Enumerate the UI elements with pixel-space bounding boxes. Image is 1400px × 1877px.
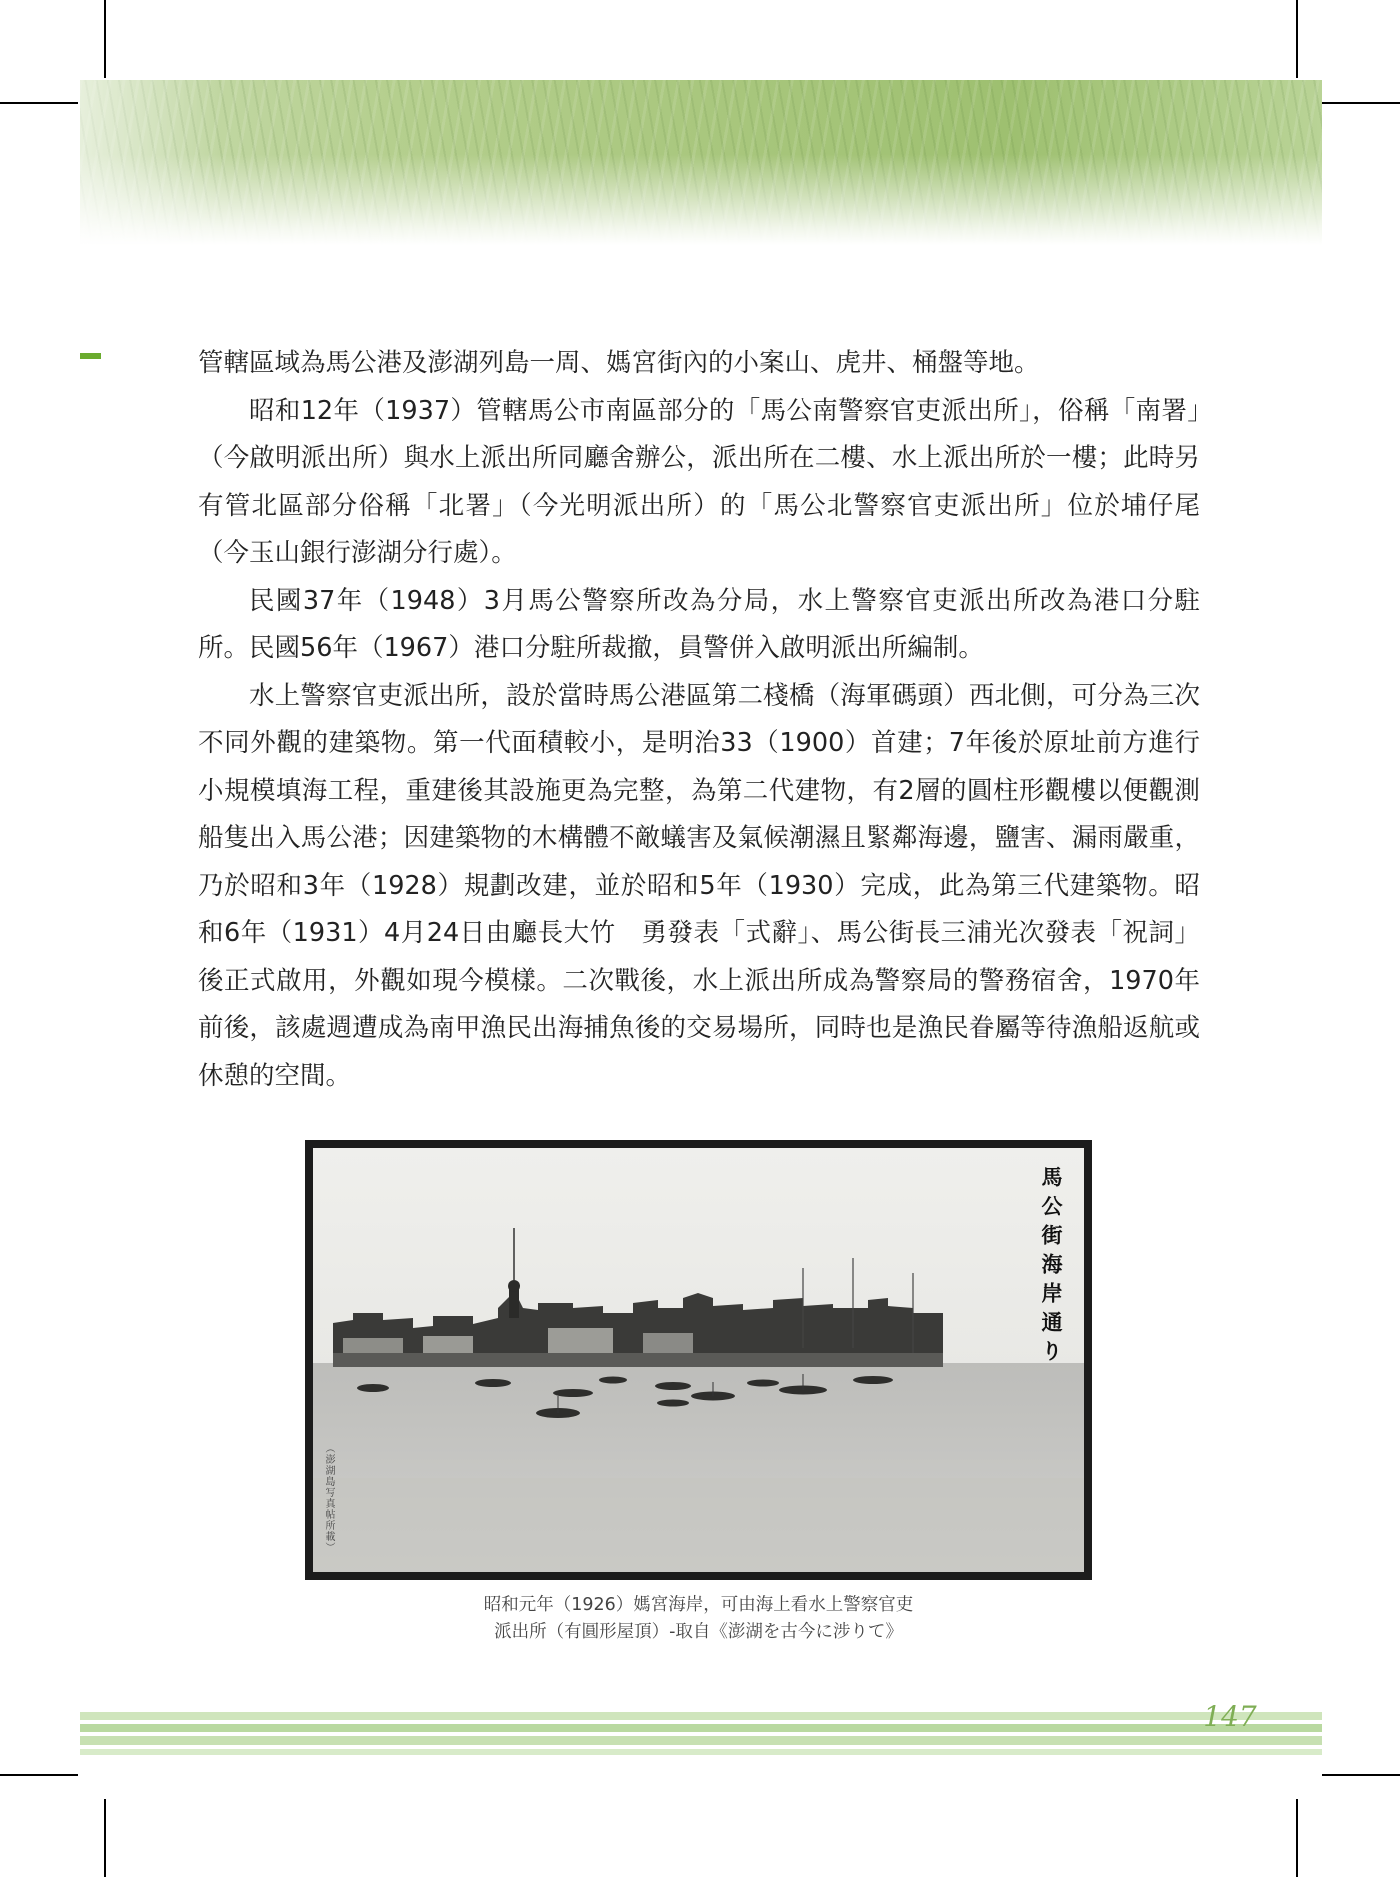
caption-line-1: 昭和元年（1926）媽宮海岸，可由海上看水上警察官吏 <box>483 1595 914 1615</box>
footer-stripe-3 <box>80 1736 1322 1745</box>
caption-line-2: 派出所（有圓形屋頂）-取自《澎湖を古今に涉りて》 <box>494 1622 903 1642</box>
header-grass-banner <box>80 80 1322 245</box>
paragraph-2: 昭和12年（1937）管轄馬公市南區部分的「馬公南警察官吏派出所」，俗稱「南署」（今啟明派出所）與水上派出所同廳舍辦公，派出所在二樓、水上派出所於一樓；此時另有管北區部分俗稱「北署」（今光明派出所）的「馬公北警察官吏派出所」位於埔仔尾（今玉山銀行澎湖分行處）。 <box>198 395 1200 568</box>
header-banner-fade <box>80 80 220 245</box>
crop-mark-top-right <box>1296 0 1298 78</box>
paragraph-4: 水上警察官吏派出所，設於當時馬公港區第二棧橋（海軍碼頭）西北側，可分為三次不同外觀的建築物。第一代面積較小，是明治33（1900）首建；7年後於原址前方進行小規模填海工程，重建後其設施更為完整，為第二代建物，有2層的圓柱形觀樓以便觀測船隻出入馬公港；因建築物的木構體不敵蟻害及氣候潮濕且緊鄰海邊，鹽害、漏雨嚴重，乃於昭和3年（1928）規劃改建，並於昭和5年（1930）完成，此為第三代建築物。昭和6年（1931）4月24日由廳長大竹 勇發表「式辭」、馬公街長三浦光次發表「祝詞」後正式啟用，外觀如現今模樣。二次戰後，水上派出所成為警察局的警務宿舍，1970年前後，該處週遭成為南甲漁民出海捕魚後的交易場所，同時也是漁民眷屬等待漁船返航或休憩的空間。 <box>198 680 1200 1091</box>
footer-stripe-4 <box>80 1749 1322 1755</box>
body-text <box>198 340 1200 1100</box>
photo-caption <box>305 1592 1092 1646</box>
crop-mark-bottom-right <box>1296 1799 1298 1877</box>
crop-mark-top-right-h <box>1322 102 1400 104</box>
footer-stripe-2 <box>80 1724 1322 1732</box>
side-marker <box>80 353 101 359</box>
paragraph-1: 管轄區域為馬公港及澎湖列島一周、媽宮街內的小案山、虎井、桶盤等地。 <box>198 348 1040 378</box>
historical-harbor-photo <box>305 1140 1092 1580</box>
footer-stripe-1 <box>80 1712 1322 1720</box>
harbor-scene-illustration <box>313 1148 1084 1572</box>
paragraph-3: 民國37年（1948）3月馬公警察所改為分局，水上警察官吏派出所改為港口分駐所。民國56年（1967）港口分駐所裁撤，員警併入啟明派出所編制。 <box>198 585 1200 663</box>
photo-print <box>313 1148 1084 1572</box>
photo-vertical-title: 馬公街海岸通り <box>1039 1166 1064 1369</box>
crop-mark-bottom-left-h <box>0 1774 78 1776</box>
photo-side-note: （澎湖島写真帖所載） <box>323 1443 334 1553</box>
crop-mark-bottom-left <box>104 1799 106 1877</box>
crop-mark-top-left-h <box>0 102 78 104</box>
crop-mark-top-left <box>104 0 106 78</box>
crop-mark-bottom-right-h <box>1322 1774 1400 1776</box>
page-number: 147 <box>1203 1700 1257 1733</box>
